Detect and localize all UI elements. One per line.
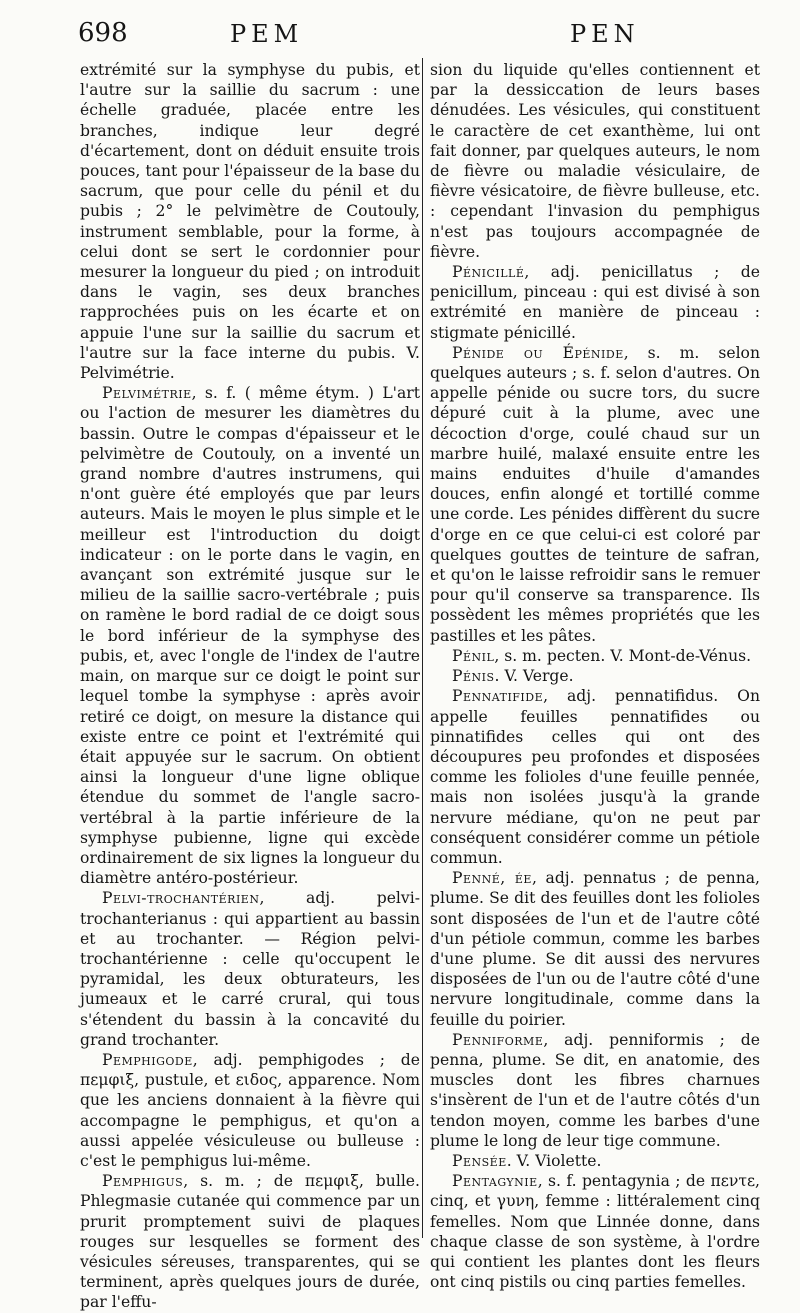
entry-text: , adj. pelvi-trochanterianus : qui appartient au bassin et au trochanter. — Région pelvi-trochantérienne : celle qu'occupent le pyramidal, les deux obturateurs, les jumeaux et le carré crural, qui tous s'étendent du bassin à la concavité du grand trochanter. <box>80 889 420 1049</box>
dictionary-entry <box>430 1151 760 1171</box>
entry-text: , adj. pennatifidus. On appelle feuilles pennatifides ou pinnatifides celles qui ont des découpures peu profondes et disposées comme les folioles d'une feuille pennée, mais non isolées jusqu'à la grande nervure médiane, qu'on ne peut par conséquent considérer comme un pétiole commun. <box>430 687 760 867</box>
dictionary-entry <box>430 343 760 646</box>
right-column <box>430 60 760 1292</box>
dictionary-entry <box>430 666 760 686</box>
entry-text: . V. Verge. <box>494 667 574 686</box>
entry-term: Pennatifide <box>452 687 544 706</box>
dictionary-entry <box>430 868 760 1030</box>
entry-term: Pénil <box>452 646 495 665</box>
entry-term: Pemphigode <box>102 1050 193 1069</box>
entry-term: Pentagynie <box>452 1172 538 1191</box>
entry-text: , s. m. ; de πεμφιξ, bulle. Phlegmasie cutanée qui commence par un prurit promptement suivi de plaques rouges sur lesquelles se forment des vésicules séreuses, transparentes, qui se terminent, après quelques jours de durée, par l'effu- <box>80 1172 420 1312</box>
left-running-head: PEM <box>230 20 304 48</box>
entry-text: , adj. penicillatus ; de penicillum, pinceau : qui est divisé à son extrémité en manière de pinceau : stigmate pénicillé. <box>430 263 760 342</box>
entry-text: sion du liquide qu'elles contiennent et par la dessiccation de leurs bases dénudées. Les vésicules, qui constituent le caractère de cet exanthème, lui ont fait donner, par quelques auteurs, le nom de fièvre ou maladie vésiculaire, de fièvre vésicatoire, de fièvre bulleuse, etc. : cependant l'invasion du pemphigus n'est pas toujours accompagnée de fièvre. <box>430 61 760 261</box>
entry-text: . V. Violette. <box>506 1151 602 1170</box>
entry-continuation <box>430 60 760 262</box>
entry-text: extrémité sur la symphyse du pubis, et l'autre sur la saillie du sacrum : une échelle graduée, placée entre les branches, indique leur degré d'écartement, dont on déduit ensuite trois pouces, tant pour l'épaisseur de la base du sacrum, que pour celle du pénil et du pubis ; 2° le pelvimètre de Coutouly, instrument semblable, pour la forme, à celui dont se sert le cordonnier pour mesurer la longueur du pied ; on introduit dans le vagin, ses deux branches rapprochées puis on les écarte et on appuie l'une sur la saillie du sacrum et l'autre sur la face interne du pubis. V. Pelvimétrie. <box>80 61 420 383</box>
entry-term: Pelvimétrie <box>102 384 192 403</box>
entry-term: Pénicillé <box>452 263 525 282</box>
entry-text: , adj. pemphigodes ; de πεμφιξ, pustule, et ειδος, apparence. Nom que les anciens donnaient à la fièvre qui accompagne le pemphigus, et qu'on a aussi appelée vésiculeuse ou bulleuse : c'est le pemphigus lui-même. <box>80 1050 420 1170</box>
entry-text: , s. f. pentagynia ; de πεντε, cinq, et γυνη, femme : littéralement cinq femelles. Nom que Linnée donne, dans chaque classe de son système, à l'ordre qui contient les plantes dont les fleurs ont cinq pistils ou cinq parties femelles. <box>430 1172 760 1292</box>
dictionary-entry <box>80 1050 420 1171</box>
dictionary-entry <box>430 646 760 666</box>
entry-text: , adj. penniformis ; de penna, plume. Se dit, en anatomie, des muscles dont les fibres charnues s'insèrent de l'un et de l'autre côtés d'un tendon moyen, comme les barbes d'une plume le long de leur tige commune. <box>430 1030 760 1150</box>
entry-term: Pénide ou Épénide <box>452 343 624 362</box>
entry-text: , s. m. selon quelques auteurs ; s. f. selon d'autres. On appelle pénide ou sucre tors, du sucre dépuré cuit à la plume, avec une décoction d'orge, coulé chaud sur un marbre huilé, malaxé ensuite entre les mains enduites d'huile d'amandes douces, enfin alongé et tortillé comme une corde. Les pénides diffèrent du sucre d'orge en ce que celui-ci est coloré par quelques gouttes de teinture de safran, et qu'on le laisse refroidir sans le remuer pour qu'il conserve sa transparence. Ils possèdent les mêmes propriétés que les pastilles et les pâtes. <box>430 343 760 645</box>
dictionary-entry <box>430 686 760 868</box>
entry-term: Penné, ée <box>452 869 532 888</box>
entry-term: Pénis <box>452 667 495 686</box>
dictionary-entry <box>430 262 760 343</box>
dictionary-entry <box>80 1171 420 1312</box>
entry-term: Penniforme <box>452 1030 544 1049</box>
entry-text: , s. f. ( même étym. ) L'art ou l'action de mesurer les diamètres du bassin. Outre le compas d'épaisseur et le pelvimètre de Coutouly, on a inventé un grand nombre d'autres instrumens, qui n'ont guère été employés que par leurs auteurs. Mais le moyen le plus simple et le meilleur est l'introduction du doigt indicateur : on le porte dans le vagin, en avançant son extrémité jusque sur le milieu de la saillie sacro-vertébrale ; puis on ramène le bord radial de ce doigt sous le bord inférieur de la symphyse des pubis, et, avec l'ongle de l'index de l'autre main, on marque sur ce doigt le point sur lequel tombe la symphyse : après avoir retiré ce doigt, on mesure la distance qui existe entre ce point et l'extrémité qui était appuyée sur le sacrum. On obtient ainsi la longueur d'une ligne oblique étendue du sommet de l'angle sacro-vertébral à la partie inférieure de la symphyse pubienne, ligne qui excède ordinairement de six lignes la longueur du diamètre antéro-postérieur. <box>80 384 420 888</box>
entry-term: Pensée <box>452 1151 507 1170</box>
dictionary-entry <box>80 383 420 888</box>
dictionary-entry <box>430 1171 760 1292</box>
entry-text: , adj. pennatus ; de penna, plume. Se dit des feuilles dont les folioles sont disposées de l'un et de l'autre côté d'un pétiole commun, comme les barbes d'une plume. Se dit aussi des nervures disposées de l'un ou de l'autre côté d'une nervure longitudinale, comme dans la feuille du poirier. <box>430 869 761 1029</box>
column-divider <box>422 58 423 1238</box>
page-header <box>70 18 760 58</box>
entry-term: Pelvi-trochantérien <box>102 889 260 908</box>
dictionary-entry <box>80 888 420 1050</box>
right-running-head: PEN <box>570 20 640 48</box>
entry-continuation <box>80 60 420 383</box>
page-number: 698 <box>78 18 128 48</box>
dictionary-entry <box>430 1030 760 1151</box>
left-column <box>80 60 420 1313</box>
entry-term: Pemphigus <box>102 1172 184 1191</box>
entry-text: , s. m. pecten. V. Mont-de-Vénus. <box>494 646 752 665</box>
